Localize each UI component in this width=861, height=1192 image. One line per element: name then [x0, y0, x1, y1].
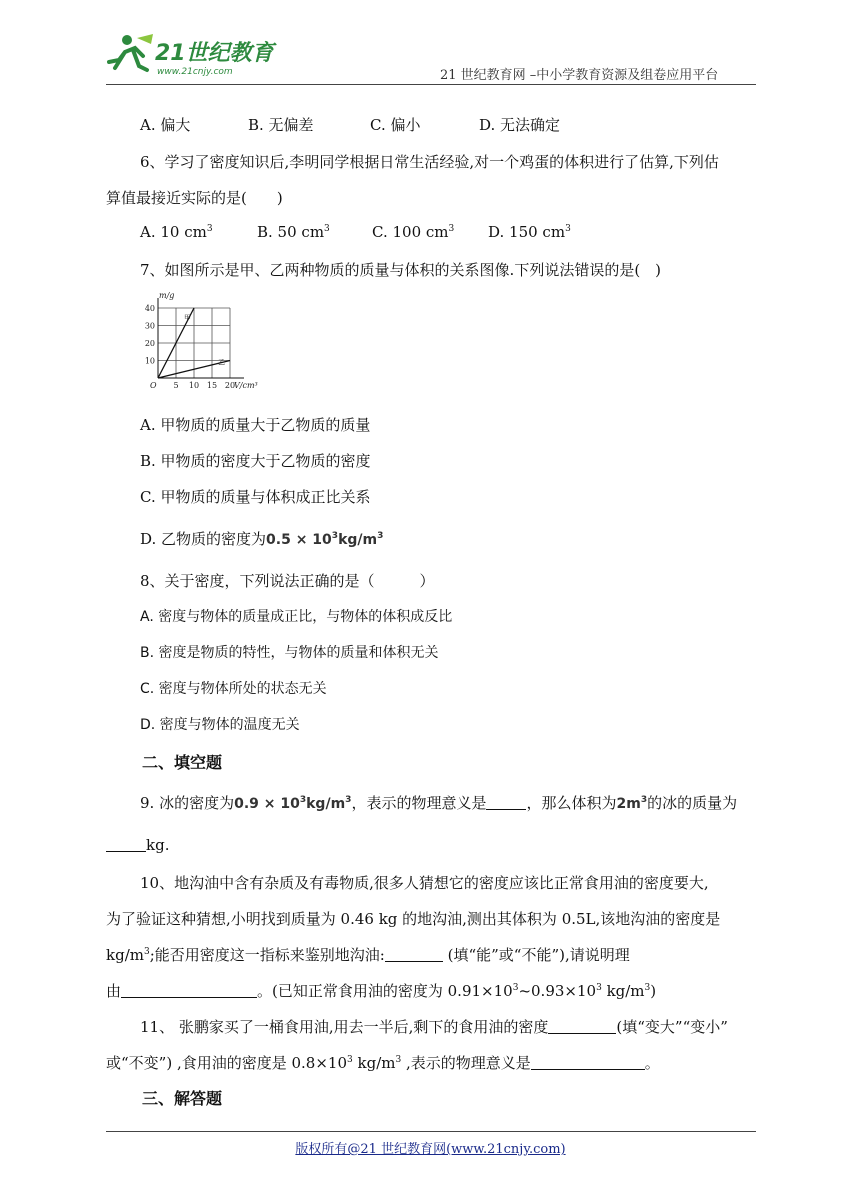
- y-axis-label: m/g: [159, 291, 175, 300]
- q7-option-d: D. 乙物质的密度为$0.5 \times 10^3kg/m^3$: [140, 530, 384, 548]
- origin-label: O: [150, 381, 157, 390]
- chart-grid: [158, 308, 230, 378]
- q8-option-c: C. 密度与物体所处的状态无关: [140, 681, 327, 697]
- footer-copyright-link[interactable]: 版权所有@21 世纪教育网(www.21cnjy.com): [295, 1142, 566, 1157]
- section-answer-title: 三、解答题: [142, 1089, 223, 1108]
- q7-option-b: B. 甲物质的密度大于乙物质的密度: [140, 452, 371, 470]
- y-tick-label: 40: [144, 304, 155, 313]
- q8-stem: 8、关于密度，下列说法正确的是（ ）: [140, 572, 435, 590]
- chart-axes: [150, 291, 258, 390]
- q7-option-a: A. 甲物质的质量大于乙物质的质量: [140, 416, 371, 434]
- q10-line4: 由 。(已知正常食用油的密度为 $0.91\times 10^3\sim 0.93\times 10^3$ $kg/m^3$): [106, 982, 657, 1000]
- mass-volume-chart: [140, 290, 270, 392]
- q9-line2: kg.: [106, 836, 169, 854]
- y-tick-label: 20: [144, 339, 155, 348]
- q5-option-c: C. 偏小: [370, 116, 421, 134]
- header-divider: [106, 84, 756, 85]
- q6-stem-line2: 算值最接近实际的是( ): [106, 189, 283, 207]
- x-tick-label: 5: [173, 381, 179, 390]
- series-label: 甲: [184, 314, 191, 322]
- q6-option-b: B. 50 $cm^3$: [257, 223, 330, 241]
- footer-divider: [106, 1131, 756, 1132]
- q11-line1: 11、 张鹏家买了一桶食用油,用去一半后,剩下的食用油的密度 (填“变大”“变小”: [140, 1018, 728, 1036]
- series-label: 乙: [218, 358, 225, 367]
- y-tick-label: 10: [144, 356, 155, 366]
- q10-line3: $kg/m^3$;能否用密度这一指标来鉴别地沟油: (填“能”或“不能”),请说明理: [106, 946, 630, 964]
- q10-line2: 为了验证这种猜想,小明找到质量为 0.46 kg 的地沟油,测出其体积为 0.5L,该地沟油的密度是: [106, 910, 721, 928]
- header-site-name: 21 世纪教育网 –中小学教育资源及组卷应用平台: [440, 68, 719, 83]
- q11-blank-density: [548, 1019, 616, 1034]
- q11-line2: 或“不变”) ,食用油的密度是 $0.8\times 10^3$ $kg/m^3$ ,表示的物理意义是 。: [106, 1054, 660, 1072]
- q11-blank-meaning: [531, 1055, 645, 1070]
- q9-volume-formula: $2m^3$: [616, 795, 648, 812]
- q6-option-a: A. 10 $cm^3$: [140, 223, 213, 241]
- q5-option-b: B. 无偏差: [248, 116, 314, 134]
- site-logo: [105, 30, 285, 80]
- q7-option-c: C. 甲物质的质量与体积成正比关系: [140, 488, 371, 506]
- q9-blank-mass: [106, 837, 146, 852]
- q9-density-formula: $0.9 \times 10^3kg/m^3$: [234, 795, 352, 812]
- q10-blank-reason: [121, 983, 257, 998]
- q10-blank-can: [385, 947, 443, 962]
- q8-option-d: D. 密度与物体的温度无关: [140, 717, 300, 733]
- q8-option-b: B. 密度是物质的特性，与物体的质量和体积无关: [140, 645, 439, 661]
- q5-option-a: A. 偏大: [140, 116, 191, 134]
- x-tick-label: 15: [206, 381, 218, 390]
- q9-blank-meaning: [486, 795, 526, 810]
- section-fill-in-title: 二、填空题: [142, 753, 223, 772]
- svg-text:21世纪教育: 21世纪教育: [155, 41, 274, 66]
- x-tick-label: 20: [224, 381, 236, 390]
- runner-logo-icon: [109, 34, 153, 70]
- x-axis-label: V/cm³: [234, 381, 258, 390]
- x-tick-label: 10: [188, 381, 200, 390]
- q7-density-formula: $0.5 \times 10^3kg/m^3$: [266, 531, 384, 548]
- q8-option-a: A. 密度与物体的质量成正比，与物体的体积成反比: [140, 609, 453, 625]
- q6-option-d: D. 150 $cm^3$: [488, 223, 571, 241]
- y-tick-label: 30: [144, 321, 155, 331]
- q6-option-c: C. 100 $cm^3$: [372, 223, 455, 241]
- svg-text:www.21cnjy.com: www.21cnjy.com: [157, 67, 233, 77]
- q9-line1: 9. 冰的密度为$0.9 \times 10^3kg/m^3$，表示的物理意义是 ，那么体积为$2m^3$的冰的质量为: [140, 794, 738, 812]
- q6-stem-line1: 6、学习了密度知识后,李明同学根据日常生活经验,对一个鸡蛋的体积进行了估算,下列估: [140, 153, 719, 171]
- q7-stem: 7、如图所示是甲、乙两种物质的质量与体积的关系图像.下列说法错误的是( ): [140, 261, 662, 279]
- q10-line1: 10、地沟油中含有杂质及有毒物质,很多人猜想它的密度应该比正常食用油的密度要大,: [140, 874, 709, 892]
- q5-option-d: D. 无法确定: [479, 116, 561, 134]
